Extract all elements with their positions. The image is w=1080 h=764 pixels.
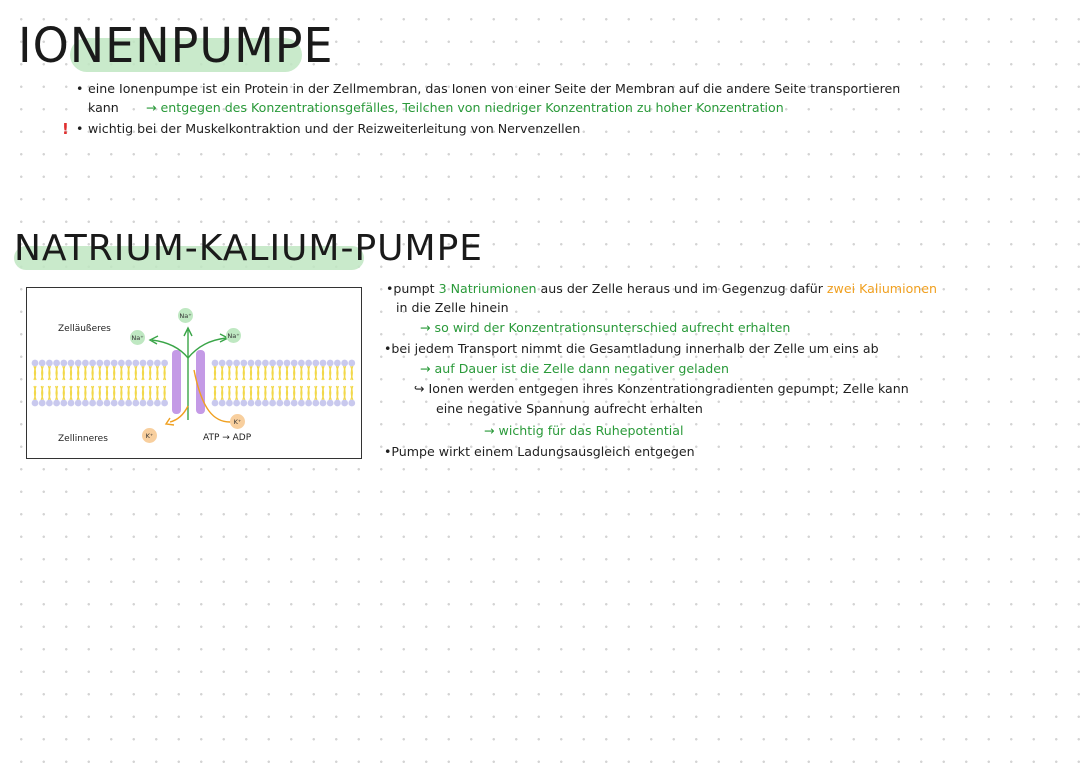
intro-line-2a: kann bbox=[88, 100, 119, 115]
outer-label: Zelläußeres bbox=[58, 324, 111, 334]
page-title: IONENPUMPE bbox=[18, 16, 334, 74]
b3-line: •Pumpe wirkt einem Ladungsausgleich entgegen bbox=[384, 444, 695, 459]
b2-line-2: → auf Dauer ist die Zelle dann negativer geladen bbox=[420, 361, 730, 376]
sodium-ion: Na⁺ bbox=[178, 308, 193, 323]
potassium-ion: K⁺ bbox=[142, 428, 157, 443]
b1-text-b: 3 Natriumionen bbox=[438, 281, 537, 296]
atp-label: ATP → ADP bbox=[203, 433, 252, 443]
intro-line-3: wichtig bei der Muskelkontraktion und der Reizweiterleitung von Nervenzellen bbox=[88, 121, 581, 136]
inner-label: Zellinneres bbox=[58, 434, 108, 444]
intro-line-1: eine Ionenpumpe ist ein Protein in der Zellmembran, das Ionen von einer Seite der Membran auf die andere Seite transportieren bbox=[88, 81, 901, 96]
b2-line-4: eine negative Spannung aufrecht erhalten bbox=[436, 401, 703, 416]
b1-line-3: → so wird der Konzentrationsunterschied aufrecht erhalten bbox=[420, 320, 791, 335]
ion-arrows bbox=[130, 310, 270, 440]
bullet-dot: • bbox=[76, 121, 84, 136]
b1-text-c: aus der Zelle heraus und im Gegenzug dafür bbox=[536, 281, 827, 296]
warning-icon: ! bbox=[62, 120, 69, 138]
b2-line-5: → wichtig für das Ruhepotential bbox=[484, 423, 684, 438]
section-title: NATRIUM-KALIUM-PUMPE bbox=[14, 228, 484, 269]
b1-text-d: zwei Kaliumionen bbox=[826, 281, 937, 296]
b1-line-2: in die Zelle hinein bbox=[396, 300, 509, 315]
bullet-dot: • bbox=[76, 81, 84, 96]
b2-line-3: ↪ Ionen werden entgegen ihres Konzentrationgradienten gepumpt; Zelle kann bbox=[414, 381, 909, 396]
b2-line-1: •bei jedem Transport nimmt die Gesamtladung innerhalb der Zelle um eins ab bbox=[384, 341, 879, 356]
b1-text-a: •pumpt bbox=[386, 281, 439, 296]
b1-line bbox=[386, 283, 937, 296]
sodium-ion: Na⁺ bbox=[226, 328, 241, 343]
potassium-ion: K⁺ bbox=[230, 414, 245, 429]
intro-line-2b: → entgegen des Konzentrationsgefälles, Teilchen von niedriger Konzentration zu hoher Konzentration bbox=[146, 100, 784, 115]
sodium-ion: Na⁺ bbox=[130, 330, 145, 345]
